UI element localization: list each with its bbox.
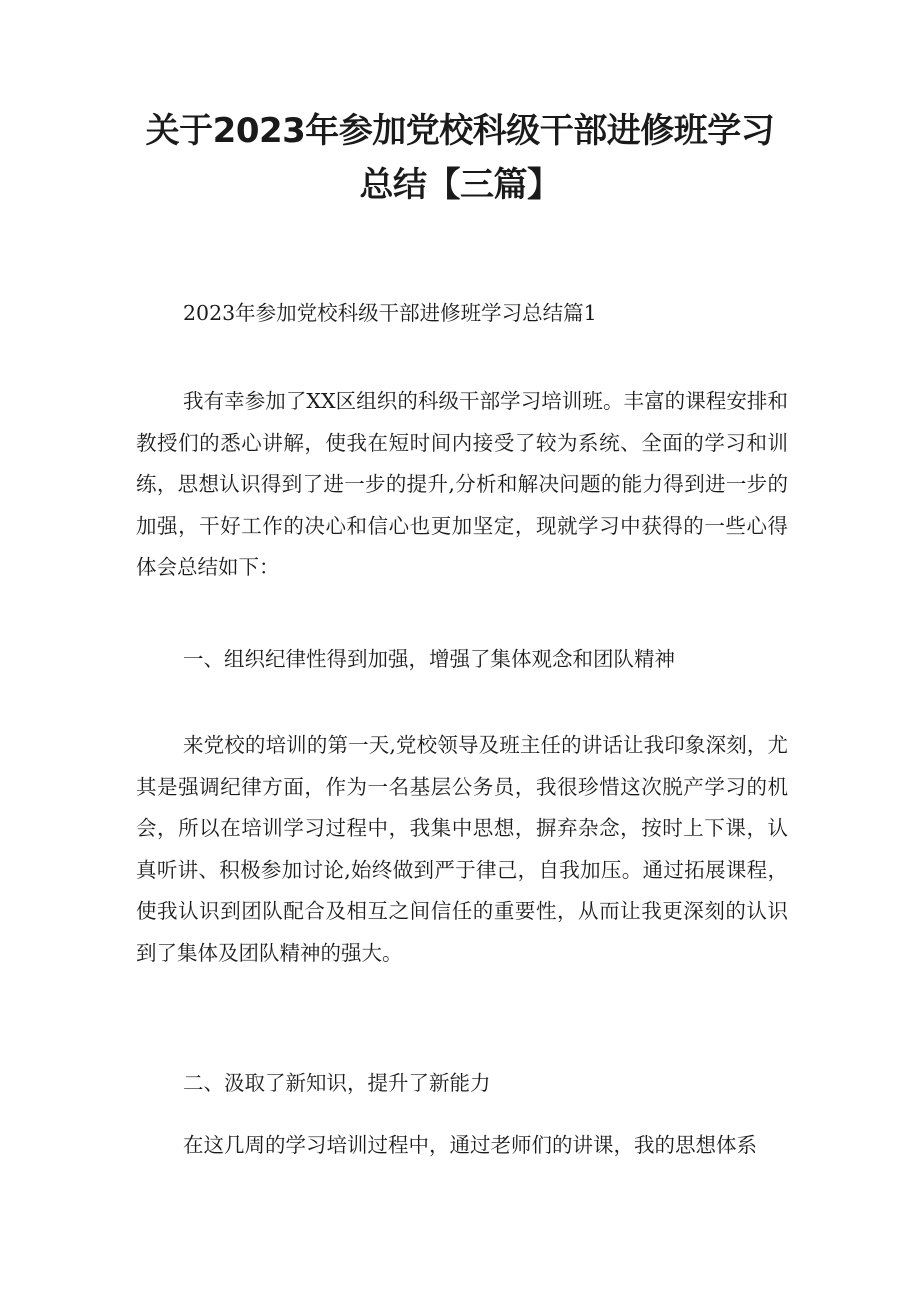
intro-paragraph: 我有幸参加了XX区组织的科级干部学习培训班。丰富的课程安排和教授们的悉心讲解，使我在短时间内接受了较为系统、全面的学习和训练，思想认识得到了进一步的提升,分析和解决问题的能力得到进一步的加强，干好工作的决心和信心也更加坚定，现就学习中获得的一些心得体会总结如下： [136,389,788,579]
section-1-paragraph: 来党校的培训的第一天,党校领导及班主任的讲话让我印象深刻，尤其是强调纪律方面，作为一名基层公务员，我很珍惜这次脱产学习的机会，所以在培训学习过程中，我集中思想，摒弃杂念，按时上下课，认真听讲、积极参加讨论,始终做到严于律己，自我加压。通过拓展课程，使我认识到团队配合及相互之间信任的重要性，从而让我更深刻的认识到了集体及团队精神的强大。 [136,733,788,965]
section-2-heading: 二、汲取了新知识，提升了新能力 [183,1071,491,1095]
document-subtitle: 2023年参加党校科级干部进修班学习总结篇1 [183,301,597,325]
document-title-line-1: 关于2023年参加党校科级干部进修班学习 [145,111,775,151]
document-title-line-2: 总结【三篇】 [359,165,561,205]
section-1-heading: 一、组织纪律性得到加强，增强了集体观念和团队精神 [183,647,675,671]
document-title [120,104,800,212]
section-2-paragraph: 在这几周的学习培训过程中，通过老师们的讲课，我的思想体系 [183,1133,757,1157]
